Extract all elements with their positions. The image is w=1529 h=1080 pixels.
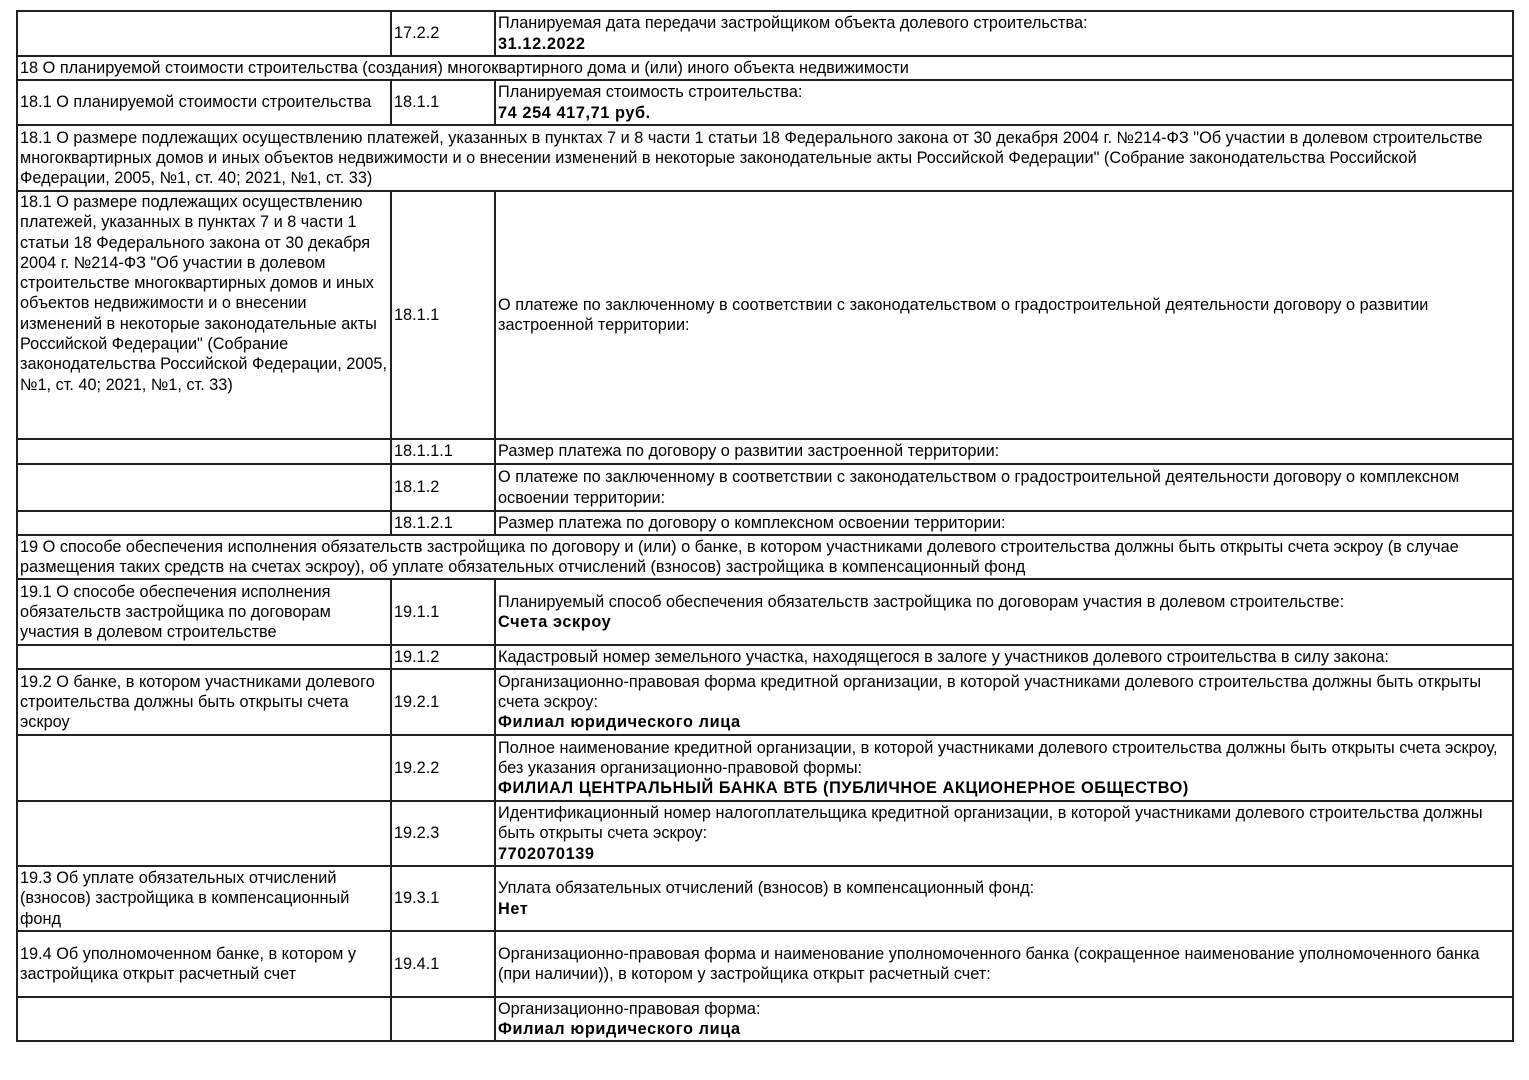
item-content: [495, 669, 1513, 735]
item-code: 18.1.1: [391, 191, 495, 439]
item-content: [495, 80, 1513, 125]
table-row: [17, 80, 1513, 125]
field-label: Полное наименование кредитной организации, в которой участниками долевого строительства должны быть открыты счета эскроу, без указания организационно-правовой формы:: [498, 738, 1498, 777]
field-label: Планируемая дата передачи застройщиком объекта долевого строительства:: [498, 14, 1088, 33]
item-code: [391, 997, 495, 1041]
field-value: Филиал юридического лица: [498, 1020, 741, 1038]
table-row: [17, 511, 1513, 535]
table-row: [17, 931, 1513, 997]
table-row: [17, 645, 1513, 669]
item-code: 19.2.1: [391, 669, 495, 735]
item-code: 17.2.2: [391, 11, 495, 56]
table-row: [17, 579, 1513, 645]
item-code: 18.1.2.1: [391, 511, 495, 535]
table-row: [17, 735, 1513, 801]
section-header: 19 О способе обеспечения исполнения обязательств застройщика по договору и (или) о банке, в котором участниками долевого строительства должны быть открыты счета эскроу (в случае размещения таких средств на счетах эскроу), об уплате обязательных отчислений (взносов) застройщика в компенсационный фонд: [17, 535, 1513, 579]
item-code: 18.1.1: [391, 80, 495, 125]
section-title: [17, 801, 391, 866]
item-content: [495, 511, 1513, 535]
item-code: 18.1.1.1: [391, 439, 495, 464]
field-value: 31.12.2022: [498, 34, 586, 53]
item-content: [495, 645, 1513, 669]
table-row: [17, 997, 1513, 1041]
section-header: 18.1 О размере подлежащих осуществлению платежей, указанных в пунктах 7 и 8 части 1 статьи 18 Федерального закона от 30 декабря 2004 г. №214-ФЗ "Об участии в долевом строительстве многоквартирных домов и иных объектов недвижимости и о внесении изменений в некоторые законодательные акты Российской Федерации" (Собрание законодательства Российской Федерации, 2005, №1, ст. 40; 2021, №1, ст. 33): [17, 125, 1513, 191]
section-title: [17, 464, 391, 511]
table-row: [17, 11, 1513, 56]
section-title: 19.4 Об уполномоченном банке, в котором у застройщика открыт расчетный счет: [17, 931, 391, 997]
field-value: ФИЛИАЛ ЦЕНТРАЛЬНЫЙ БАНКА ВТБ (ПУБЛИЧНОЕ АКЦИОНЕРНОЕ ОБЩЕСТВО): [498, 779, 1189, 798]
field-label: Идентификационный номер налогоплательщика кредитной организации, в которой участниками долевого строительства должны быть открыты счета эскроу:: [498, 804, 1483, 843]
field-label: Кадастровый номер земельного участка, находящегося в залоге у участников долевого строительства в силу закона:: [498, 647, 1389, 666]
section-title: [17, 439, 391, 464]
table-row: [17, 464, 1513, 511]
section-header-row: [17, 535, 1513, 579]
field-value: Нет: [498, 899, 529, 918]
field-label: О платеже по заключенному в соответствии с законодательством о градостроительной деятельности договору о развитии застроенной территории:: [498, 295, 1429, 334]
item-content: [495, 866, 1513, 931]
section-title: [17, 645, 391, 669]
section-title: 19.2 О банке, в котором участниками долевого строительства должны быть открыты счета эскроу: [17, 669, 391, 735]
field-value: Счета эскроу: [498, 613, 612, 631]
section-title: 19.1 О способе обеспечения исполнения обязательств застройщика по договорам участия в долевом строительстве: [17, 579, 391, 645]
field-label: Размер платежа по договору о комплексном освоении территории:: [498, 513, 1006, 532]
item-code: 19.3.1: [391, 866, 495, 931]
item-content: [495, 191, 1513, 439]
field-value: Филиал юридического лица: [498, 713, 741, 732]
field-label: Уплата обязательных отчислений (взносов) в компенсационный фонд:: [498, 879, 1035, 898]
section-title: [17, 735, 391, 801]
section-title: 18.1 О планируемой стоимости строительства: [17, 80, 391, 125]
item-code: 18.1.2: [391, 464, 495, 511]
item-content: [495, 735, 1513, 801]
item-content: [495, 801, 1513, 866]
disclosure-table: [16, 10, 1514, 1042]
section-header: 18 О планируемой стоимости строительства (создания) многоквартирного дома и (или) иного объекта недвижимости: [17, 56, 1513, 80]
table-row: [17, 801, 1513, 866]
section-title: [17, 997, 391, 1041]
section-title: 19.3 Об уплате обязательных отчислений (взносов) застройщика в компенсационный фонд: [17, 866, 391, 931]
section-header-row: [17, 56, 1513, 80]
item-content: [495, 997, 1513, 1041]
table-row: [17, 866, 1513, 931]
item-content: [495, 464, 1513, 511]
field-label: Организационно-правовая форма и наименование уполномоченного банка (сокращенное наименование уполномоченного банка (при наличии)), в котором у застройщика открыт расчетный счет:: [498, 944, 1480, 983]
field-label: Планируемая стоимость строительства:: [498, 83, 803, 102]
field-label: О платеже по заключенному в соответствии с законодательством о градостроительной деятельности договору о комплексном освоении территории:: [498, 468, 1460, 507]
item-code: 19.1.2: [391, 645, 495, 669]
table-row: [17, 439, 1513, 464]
item-code: 19.2.3: [391, 801, 495, 866]
item-code: 19.1.1: [391, 579, 495, 645]
section-header-row: [17, 125, 1513, 191]
field-label: Организационно-правовая форма:: [498, 999, 761, 1018]
section-title: 18.1 О размере подлежащих осуществлению платежей, указанных в пунктах 7 и 8 части 1 статьи 18 Федерального закона от 30 декабря 2004 г. №214-ФЗ "Об участии в долевом строительстве многоквартирных домов и иных объектов недвижимости и о внесении изменений в некоторые законодательные акты Российской Федерации" (Собрание законодательства Российской Федерации, 2005, №1, ст. 40; 2021, №1, ст. 33): [17, 191, 391, 439]
item-content: [495, 579, 1513, 645]
item-content: [495, 931, 1513, 997]
section-title: [17, 511, 391, 535]
field-label: Планируемый способ обеспечения обязательств застройщика по договорам участия в долевом строительстве:: [498, 592, 1345, 611]
field-value: 7702070139: [498, 844, 595, 863]
field-value: 74 254 417,71 руб.: [498, 103, 651, 122]
item-code: 19.2.2: [391, 735, 495, 801]
item-content: [495, 439, 1513, 464]
item-content: [495, 11, 1513, 56]
field-label: Организационно-правовая форма кредитной организации, в которой участниками долевого строительства должны быть открыты счета эскроу:: [498, 672, 1482, 711]
section-title: [17, 11, 391, 56]
table-row: [17, 191, 1513, 439]
item-code: 19.4.1: [391, 931, 495, 997]
field-label: Размер платежа по договору о развитии застроенной территории:: [498, 442, 1000, 461]
table-row: [17, 669, 1513, 735]
